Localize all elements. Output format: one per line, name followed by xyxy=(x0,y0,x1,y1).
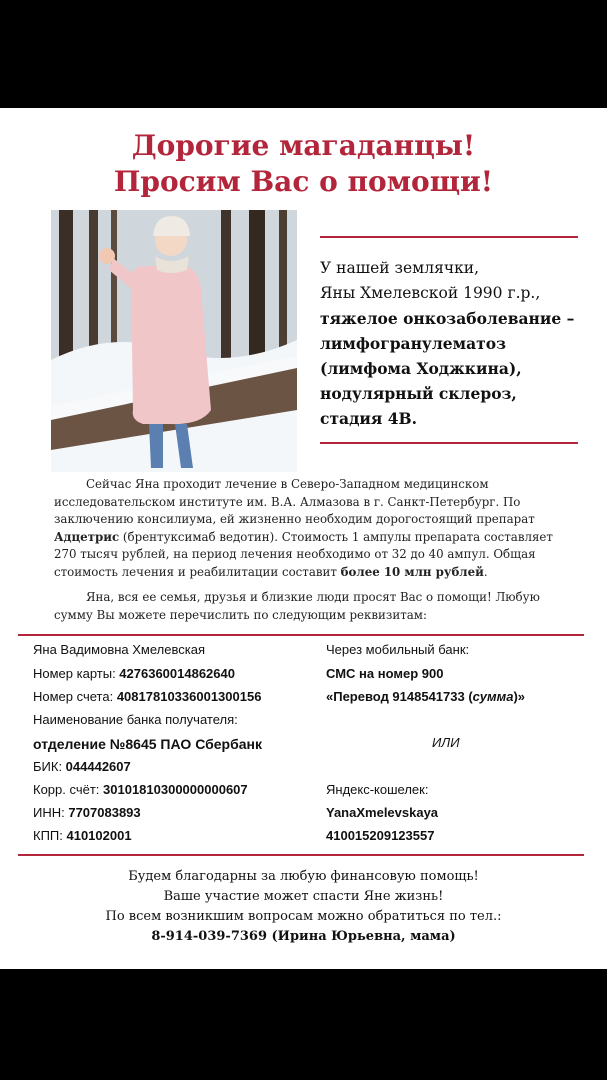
card-label: Номер карты: xyxy=(33,666,120,681)
yandex-name: YanaXmelevskaya xyxy=(326,805,439,820)
card-number: 4276360014862640 xyxy=(119,666,235,681)
bank-name-label: Наименование банка получателя: xyxy=(33,712,238,727)
footer-line-3: По всем возникшим вопросам можно обратиться по тел.: xyxy=(105,909,502,924)
photo-of-yana xyxy=(51,210,297,472)
sms-number: СМС на номер 900 xyxy=(326,666,444,681)
intro-line-2: Яны Хмелевской 1990 г.р., xyxy=(320,284,541,302)
intro-bottom-rule xyxy=(320,442,578,444)
paragraph1-text-b: (брентуксимаб ведотин). Стоимость 1 ампулы препарата составляет 270 тысяч рублей, на период лечения необходимо от 32 до 40 ампул. Общая стоимость лечения и реабилитации составит xyxy=(54,529,553,579)
recipient-name: Яна Вадимовна Хмелевская xyxy=(33,642,205,657)
inn-row xyxy=(33,805,141,820)
requisites-bottom-rule xyxy=(18,854,584,856)
flyer-page xyxy=(0,108,607,969)
account-number-row xyxy=(33,689,261,704)
requisites-top-rule xyxy=(18,634,584,636)
headline-line-2: Просим Вас о помощи! xyxy=(113,165,494,198)
transfer-sum: сумма xyxy=(472,689,514,704)
footer-line-2: Ваше участие может спасти Яне жизнь! xyxy=(163,889,444,904)
footer-line-1: Будем благодарны за любую финансовую помощь! xyxy=(128,869,479,884)
intro-line-1: У нашей землячки, xyxy=(320,259,480,277)
inn-value: 7707083893 xyxy=(68,805,141,820)
card-number-row xyxy=(33,666,235,681)
intro-line-7: стадия 4В. xyxy=(320,409,418,428)
drug-name: Адцетрис xyxy=(54,529,120,544)
transfer-text: «Перевод 9148541733 ( xyxy=(326,689,473,704)
headline-line-1: Дорогие магаданцы! xyxy=(131,129,476,162)
yandex-wallet-number xyxy=(326,828,434,843)
intro-text xyxy=(320,256,590,431)
korr-label: Корр. счёт: xyxy=(33,782,104,797)
yandex-wallet-name xyxy=(326,805,438,820)
bik-label: БИК: xyxy=(33,759,66,774)
account-number: 40817810336001300156 xyxy=(116,689,262,704)
paragraph1-text-a: Сейчас Яна проходит лечение в Северо-Западном медицинском исследовательском институте им. В.А. Алмазова в г. Санкт-Петербург. По заключению консилиума, ей жизненно необходим дорогостоящий препарат xyxy=(54,477,535,526)
yandex-number: 410015209123557 xyxy=(326,828,435,843)
appeal-text: Яна, вся ее семья, друзья и близкие люди просят Вас о помощи! Любую сумму Вы можете перечислить по следующим реквизитам: xyxy=(54,590,540,622)
intro-line-4: лимфогранулематоз xyxy=(320,334,506,353)
korr-value: 30101810300000000607 xyxy=(103,782,248,797)
total-cost: более 10 млн рублей xyxy=(340,564,484,579)
intro-top-rule xyxy=(320,236,578,238)
kpp-value: 410102001 xyxy=(66,828,132,843)
intro-line-6: нодулярный склероз, xyxy=(320,384,517,403)
transfer-line xyxy=(326,689,525,704)
transfer-end: )» xyxy=(513,689,525,704)
sms-line xyxy=(326,666,443,681)
or-separator: ИЛИ xyxy=(432,735,460,750)
kpp-row xyxy=(33,828,132,843)
mobile-bank-label: Через мобильный банк: xyxy=(326,642,470,657)
paragraph1-text-c: . xyxy=(483,564,488,579)
bank-name-row xyxy=(33,736,262,752)
intro-line-5: (лимфома Ходжкина), xyxy=(320,359,522,378)
bik-value: 044442607 xyxy=(65,759,131,774)
kpp-label: КПП: xyxy=(33,828,67,843)
bik-row xyxy=(33,759,131,774)
contact-phone: 8-914-039-7369 (Ирина Юрьевна, мама) xyxy=(151,929,456,944)
treatment-paragraph xyxy=(54,476,564,581)
yandex-label: Яндекс-кошелек: xyxy=(326,782,429,797)
korr-row xyxy=(33,782,248,797)
appeal-paragraph xyxy=(54,589,564,624)
inn-label: ИНН: xyxy=(33,805,69,820)
account-label: Номер счета: xyxy=(33,689,117,704)
intro-line-3: тяжелое онкозаболевание – xyxy=(320,309,575,328)
bank-name: отделение №8645 ПАО Сбербанк xyxy=(33,736,262,752)
